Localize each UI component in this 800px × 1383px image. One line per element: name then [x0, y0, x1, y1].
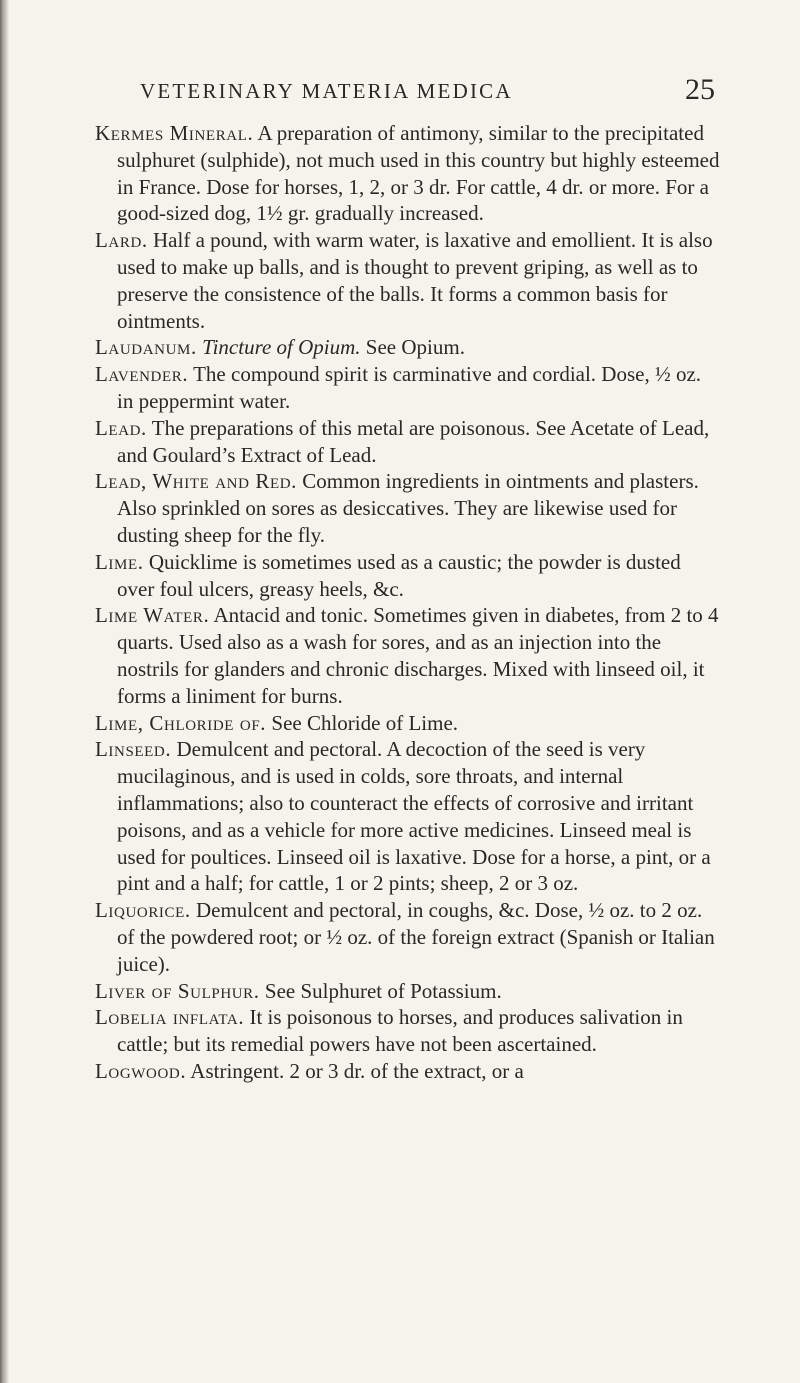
entry-text: See Chloride of Lime. — [271, 710, 459, 735]
entry-term: Liquorice. — [95, 898, 191, 923]
entry-text: The preparations of this metal are poisonous. See Acetate of Lead, and Goulard’s Extract of Lead. — [117, 415, 710, 467]
entry-lime-water — [95, 602, 720, 709]
entry-lobelia-inflata — [95, 1004, 720, 1058]
entry-term: Lead, White and Red. — [95, 469, 297, 494]
entry-liver-of-sulphur — [95, 978, 720, 1005]
entry-linseed — [95, 736, 720, 897]
entry-term: Lard. — [95, 228, 148, 253]
entry-term: Lobelia inflata. — [95, 1005, 245, 1030]
entry-lime — [95, 549, 720, 603]
entry-lime-chloride — [95, 710, 720, 737]
entry-term: Lime. — [95, 549, 144, 574]
entry-subtitle: Tincture of Opium. — [202, 335, 361, 360]
page-number: 25 — [685, 73, 715, 106]
entry-text: A preparation of antimony, similar to the precipitated sulphuret (sulphide), not much used in this country but highly esteemed in France. Dose for horses, 1, 2, or 3 dr. For cattle, 4 dr. or more. For a good-sized dog, 1½ gr. gradually increased. — [117, 121, 720, 226]
entry-laudanum — [95, 334, 720, 361]
entry-text: Demulcent and pectoral. A decoction of the seed is very mucilaginous, and is used in colds, sore throats, and internal inflammations; also to counteract the effects of corrosive and irritant poisons, and as a vehicle for more active medicines. Linseed meal is used for poultices. Linseed oil is laxative. Dose for a horse, a pint, or a pint and a half; for cattle, 1 or 2 pints; sheep, 2 or 3 oz. — [117, 737, 711, 896]
entry-lard — [95, 227, 720, 334]
entry-term: Lavender. — [95, 362, 189, 387]
entry-text: Antacid and tonic. Sometimes given in diabetes, from 2 to 4 quarts. Used also as a wash for sores, and as an injection into the nostrils for glanders and chronic discharges. Mixed with linseed oil, it forms a liniment for burns. — [117, 603, 719, 708]
entry-term: Kermes Mineral. — [95, 121, 254, 145]
entry-term: Lime Water. — [95, 603, 210, 628]
entry-kermes-mineral — [95, 120, 720, 227]
page-edge-shadow — [0, 0, 9, 1383]
running-head: VETERINARY MATERIA MEDICA — [140, 79, 513, 103]
entry-lead — [95, 415, 720, 469]
entry-text: It is poisonous to horses, and produces salivation in cattle; but its remedial powers have not been ascertained. — [117, 1005, 683, 1057]
entry-text: Astringent. 2 or 3 dr. of the extract, or a — [190, 1058, 524, 1083]
entry-text: Demulcent and pectoral, in coughs, &c. Dose, ½ oz. to 2 oz. of the powdered root; or ½ oz. of the foreign extract (Spanish or Italian juice). — [117, 898, 715, 976]
entry-term: Lime, Chloride of. — [95, 710, 267, 735]
entry-term: Lead. — [95, 415, 147, 440]
entry-text: Half a pound, with warm water, is laxative and emollient. It is also used to make up balls, and is thought to prevent griping, as well as to preserve the consistence of the balls. It forms a common basis for ointments. — [117, 228, 713, 333]
entry-text: See Sulphuret of Potassium. — [264, 978, 502, 1003]
entry-lavender — [95, 361, 720, 415]
entry-text: The compound spirit is carminative and cordial. Dose, ½ oz. in peppermint water. — [117, 362, 702, 413]
entry-lead-white-and-red — [95, 468, 720, 548]
entry-logwood — [95, 1058, 720, 1085]
entry-liquorice — [95, 897, 720, 977]
entry-text: See Opium. — [365, 335, 465, 360]
entry-term: Linseed. — [95, 737, 172, 762]
entry-term: Laudanum. — [95, 335, 197, 360]
entry-text: Quicklime is sometimes used as a caustic; the powder is dusted over foul ulcers, greasy heels, &c. — [117, 549, 681, 601]
dictionary-body — [95, 120, 720, 1085]
entry-term: Liver of Sulphur. — [95, 978, 260, 1003]
entry-term: Logwood. — [95, 1058, 187, 1083]
entry-text: Common ingredients in ointments and plasters. Also sprinkled on sores as desiccatives. They are likewise used for dusting sheep for the fly. — [117, 469, 699, 547]
page-header — [140, 73, 715, 113]
